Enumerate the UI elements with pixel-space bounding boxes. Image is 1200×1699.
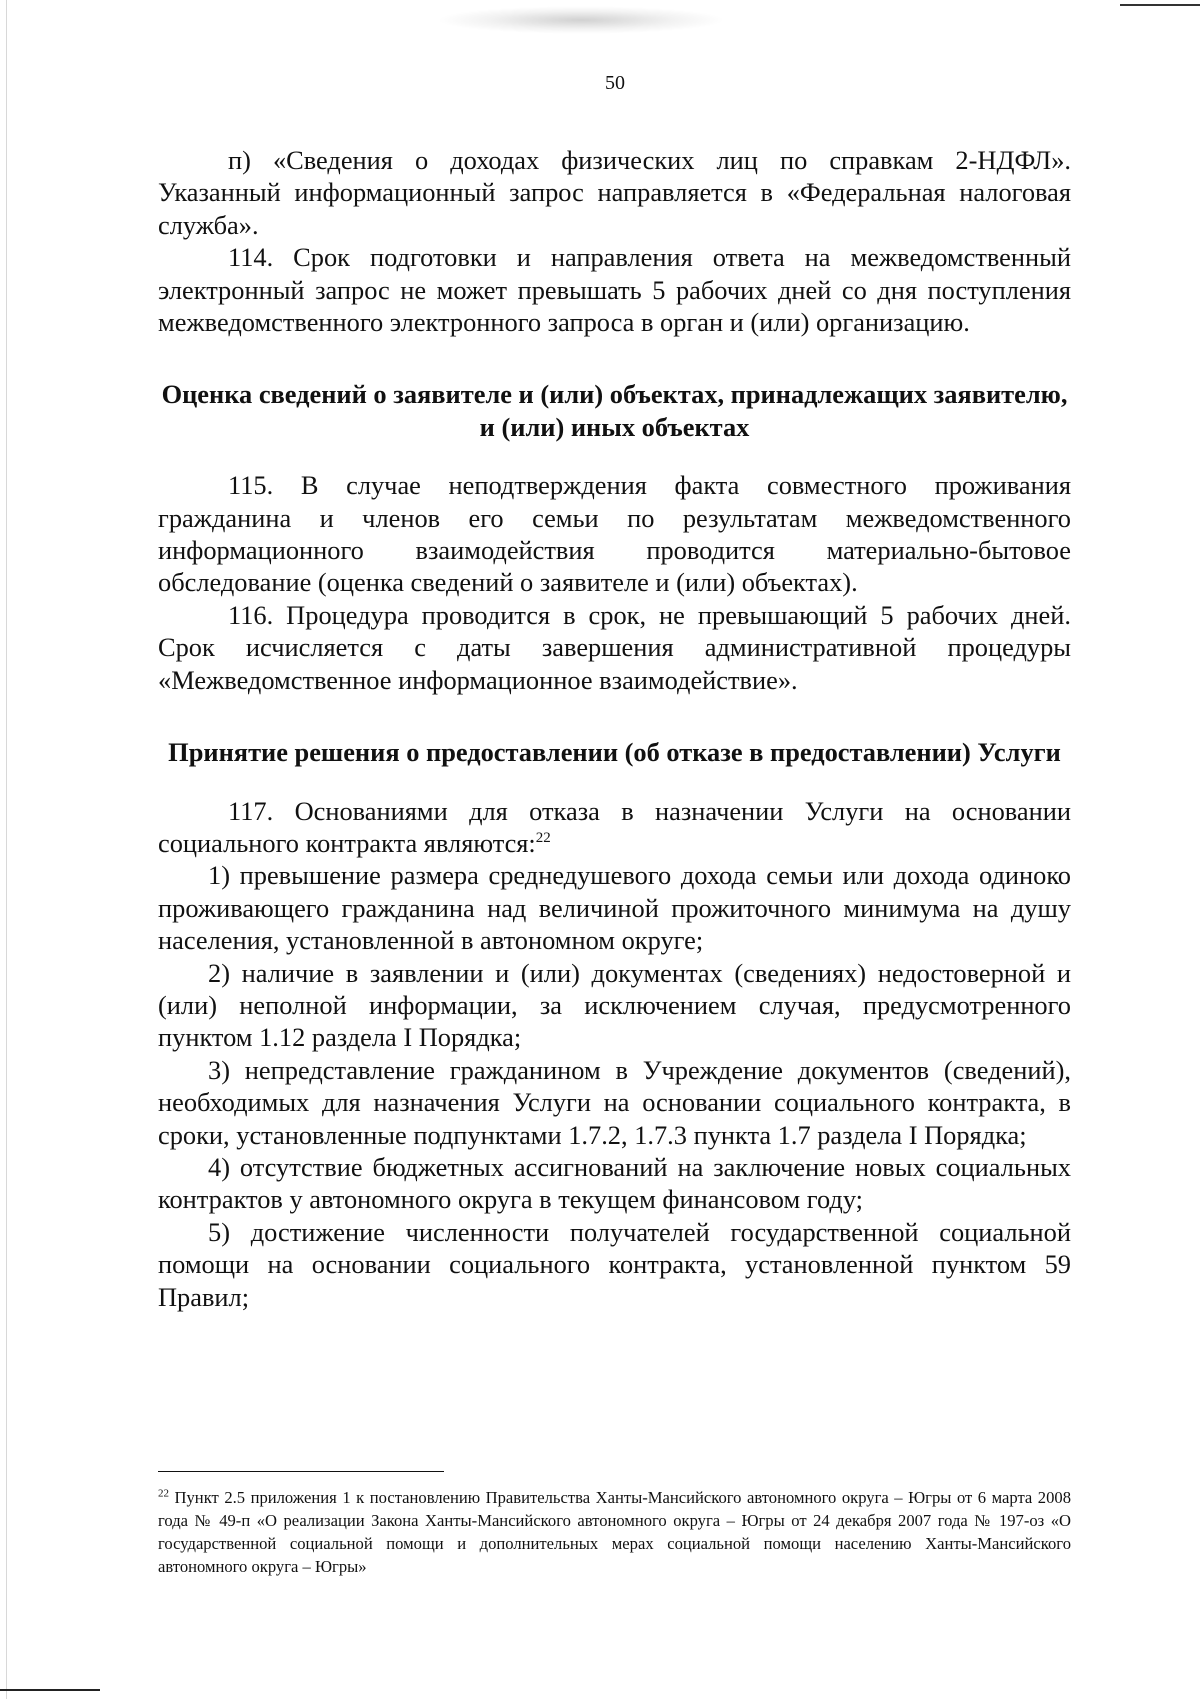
- scan-edge-left: [6, 0, 7, 1699]
- paragraph-116: 116. Процедура проводится в срок, не превышающий 5 рабочих дней. Срок исчисляется с даты завершения административной процедуры «Межведомственное информационное взаимодействие».: [158, 599, 1071, 695]
- list-item-1: 1) превышение размера среднедушевого дохода семьи или дохода одиноко проживающего гражданина над величиной прожиточного минимума на душу населения, установленной в автономном округе;: [158, 860, 1071, 956]
- paragraph-114: 114. Срок подготовки и направления ответа на межведомственный электронный запрос не может превышать 5 рабочих дней со дня поступления межведомственного электронного запроса в орган и (или) организацию.: [158, 242, 1071, 338]
- paragraph-115: 115. В случае неподтверждения факта совместного проживания гражданина и членов его семьи по результатам межведомственного информационного взаимодействия проводится материально-бытовое обследование (оценка сведений о заявителе и (или) объектах).: [158, 470, 1071, 598]
- list-item-4: 4) отсутствие бюджетных ассигнований на заключение новых социальных контрактов у автономного округа в текущем финансовом году;: [158, 1151, 1071, 1215]
- section-heading-decision: Принятие решения о предоставлении (об отказе в предоставлении) Услуги: [168, 737, 1061, 768]
- section-heading-assessment: Оценка сведений о заявителе и (или) объектах, принадлежащих заявителю, и (или) иных объектах: [161, 379, 1068, 442]
- list-item-3: 3) непредставление гражданином в Учреждение документов (сведений), необходимых для назначения Услуги на основании социального контракта, в сроки, установленные подпунктами 1.7.2, 1.7.3 пункта 1.7 раздела I Порядка;: [158, 1054, 1071, 1150]
- spacer: [158, 338, 1071, 378]
- list-item-5: 5) достижение численности получателей государственной социальной помощи на основании социального контракта, установленной пунктом 59 Правил;: [158, 1216, 1071, 1312]
- paragraph-117: [158, 795, 1071, 860]
- spacer: [158, 443, 1071, 469]
- paragraph-item-p: п) «Сведения о доходах физических лиц по справкам 2-НДФЛ». Указанный информационный запрос направляется в «Федеральная налоговая служба».: [158, 145, 1071, 240]
- spacer: [158, 769, 1071, 795]
- document-body: [158, 144, 1071, 1313]
- footnote-text: Пункт 2.5 приложения 1 к постановлению Правительства Ханты-Мансийского автономного округа – Югры от 6 марта 2008 года № 49-п «О реализации Закона Ханты-Мансийского автономного округа – Югры от 24 декабря 2007 года № 197-оз «О государственной социальной помощи и дополнительных мерах социальной помощи населению Ханты-Мансийского автономного округа – Югры»: [158, 1488, 1071, 1576]
- scan-edge-bottom: [0, 1689, 100, 1691]
- scan-smudge: [436, 6, 726, 34]
- page-number: 50: [605, 72, 625, 94]
- footnote-reference[interactable]: 22: [535, 830, 551, 847]
- footnote-separator: [158, 1471, 444, 1472]
- list-item-2: 2) наличие в заявлении и (или) документах (сведениях) недостоверной и (или) неполной информации, за исключением случая, предусмотренного пунктом 1.12 раздела I Порядка;: [158, 957, 1071, 1053]
- footnote-22: [158, 1486, 1071, 1578]
- spacer: [158, 696, 1071, 736]
- footnote: [158, 1486, 1071, 1578]
- scan-edge-top: [1120, 4, 1200, 6]
- paragraph-117-text: 117. Основаниями для отказа в назначении Услуги на основании социального контракта являются:: [158, 795, 1071, 858]
- footnote-number: 22: [158, 1487, 169, 1500]
